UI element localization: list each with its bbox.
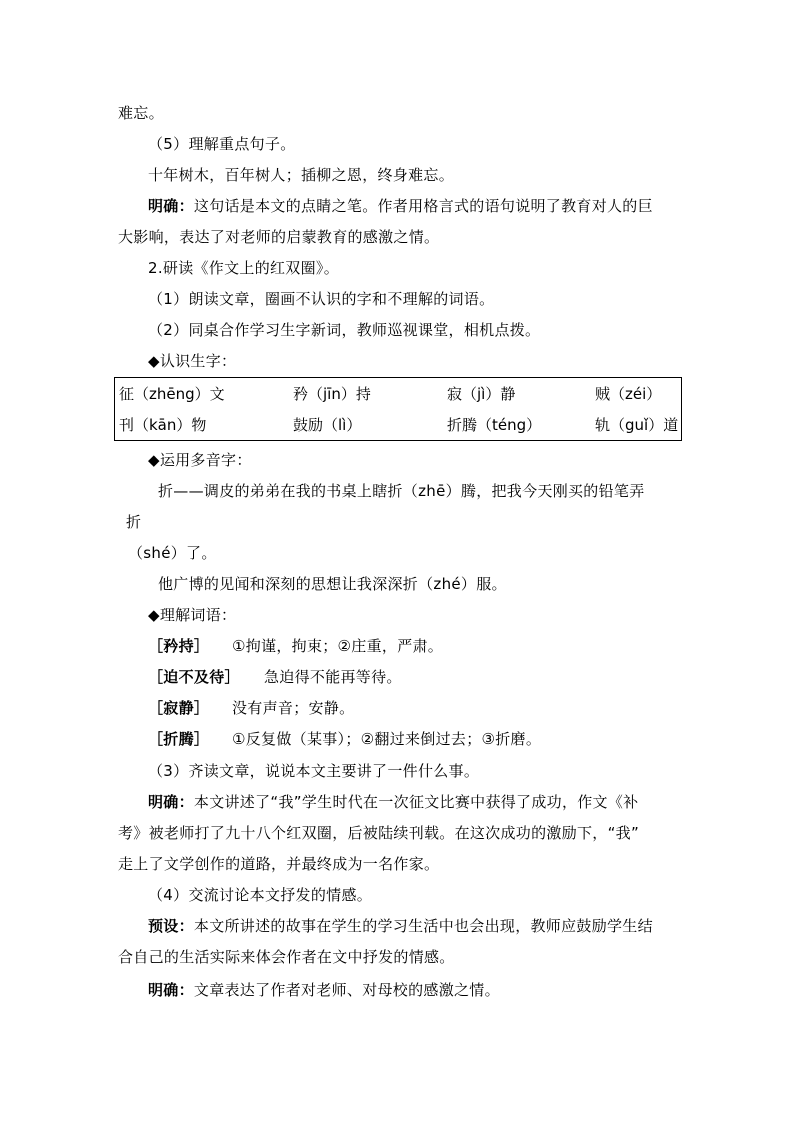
clarification-text: 这句话是本文的点睛之笔。作者用格言式的语句说明了教育对人的巨: [193, 197, 653, 215]
quote-sentence: 十年树木，百年树人；插柳之恩，终身难忘。: [148, 166, 455, 184]
polyphonic-example-2: 他广博的见闻和深刻的思想让我深深折（zhé）服。: [158, 575, 507, 593]
preset-label: 预设：: [148, 917, 194, 935]
polyphonic-example-1-wrap: 折: [126, 513, 142, 531]
step-1: （1）朗读文章，圈画不认识的字和不理解的词语。: [148, 290, 495, 308]
subheading-vocabulary: ◆理解词语：: [148, 606, 237, 624]
vocab-definition: ①反复做（某事）；②翻过来倒过去；③折磨。: [232, 730, 542, 748]
clarification-paragraph-2-cont: 考》被老师打了九十八个红双圈，后被陆续刊载。在这次成功的激励下，“我”: [118, 824, 640, 842]
table-cell: 矜（jīn）持: [293, 384, 371, 403]
new-characters-table: [114, 377, 682, 441]
polyphonic-example-1: 折——调皮的弟弟在我的书桌上瞎折（zhē）腾，把我今天刚买的铅笔弄: [158, 482, 645, 500]
vocab-term: ［折腾］: [148, 730, 210, 748]
vocab-item: [148, 636, 443, 656]
paragraph-continuation: 难忘。: [118, 104, 164, 122]
clarification-label: 明确：: [148, 793, 194, 811]
clarification-paragraph-1-cont: 大影响，表达了对老师的启蒙教育的感激之情。: [118, 228, 440, 246]
vocab-definition: 急迫得不能再等待。: [264, 668, 402, 686]
vocab-definition: 没有声音；安静。: [232, 699, 355, 717]
subheading-polyphonic: ◆运用多音字：: [148, 451, 252, 469]
table-cell: 折腾（téng）: [447, 415, 542, 434]
step-3: （3）齐读文章，说说本文主要讲了一件什么事。: [148, 762, 480, 780]
clarification-paragraph-1: [148, 196, 653, 216]
clarification-text: 文章表达了作者对老师、对母校的感激之情。: [193, 981, 500, 999]
table-cell: 轨（guǐ）道: [595, 415, 679, 434]
section-heading-key-sentence: （5）理解重点句子。: [148, 135, 296, 153]
preset-text: 本文所讲述的故事在学生的学习生活中也会出现，教师应鼓励学生结: [193, 917, 653, 935]
subheading-new-characters: ◆认识生字：: [148, 352, 237, 370]
section-heading-study: 2.研读《作文上的红双圈》。: [148, 259, 340, 277]
vocab-term: ［矜持］: [148, 637, 210, 655]
vocab-item: [148, 698, 354, 718]
table-cell: 寂（jì）静: [447, 384, 516, 403]
step-4: （4）交流讨论本文抒发的情感。: [148, 886, 373, 904]
clarification-label: 明确：: [148, 197, 194, 215]
table-cell: 鼓励（lì）: [293, 415, 362, 434]
vocab-item: [148, 729, 541, 749]
polyphonic-example-1-end: （shé）了。: [128, 544, 217, 562]
vocab-term: ［迫不及待］: [148, 668, 240, 686]
clarification-text: 本文讲述了“我”学生时代在一次征文比赛中获得了成功，作文《补: [193, 793, 639, 811]
clarification-paragraph-2: [148, 792, 638, 812]
table-row: [115, 378, 682, 410]
table-row: [115, 409, 682, 441]
vocab-definition: ①拘谨，拘束；②庄重，严肃。: [232, 637, 444, 655]
clarification-paragraph-2-cont: 走上了文学创作的道路，并最终成为一名作家。: [118, 855, 440, 873]
step-2: （2）同桌合作学习生字新词，教师巡视课堂，相机点拨。: [148, 321, 541, 339]
table-cell: 贼（zéi）: [595, 384, 662, 403]
vocab-term: ［寂静］: [148, 699, 210, 717]
preset-paragraph-cont: 合自己的生活实际来体会作者在文中抒发的情感。: [118, 948, 455, 966]
table-cell: 征（zhēng）文: [119, 384, 225, 403]
preset-paragraph: [148, 916, 653, 936]
clarification-label: 明确：: [148, 981, 194, 999]
table-cell: 刊（kān）物: [119, 415, 207, 434]
clarification-paragraph-3: [148, 980, 500, 1000]
vocab-item: [148, 667, 402, 687]
